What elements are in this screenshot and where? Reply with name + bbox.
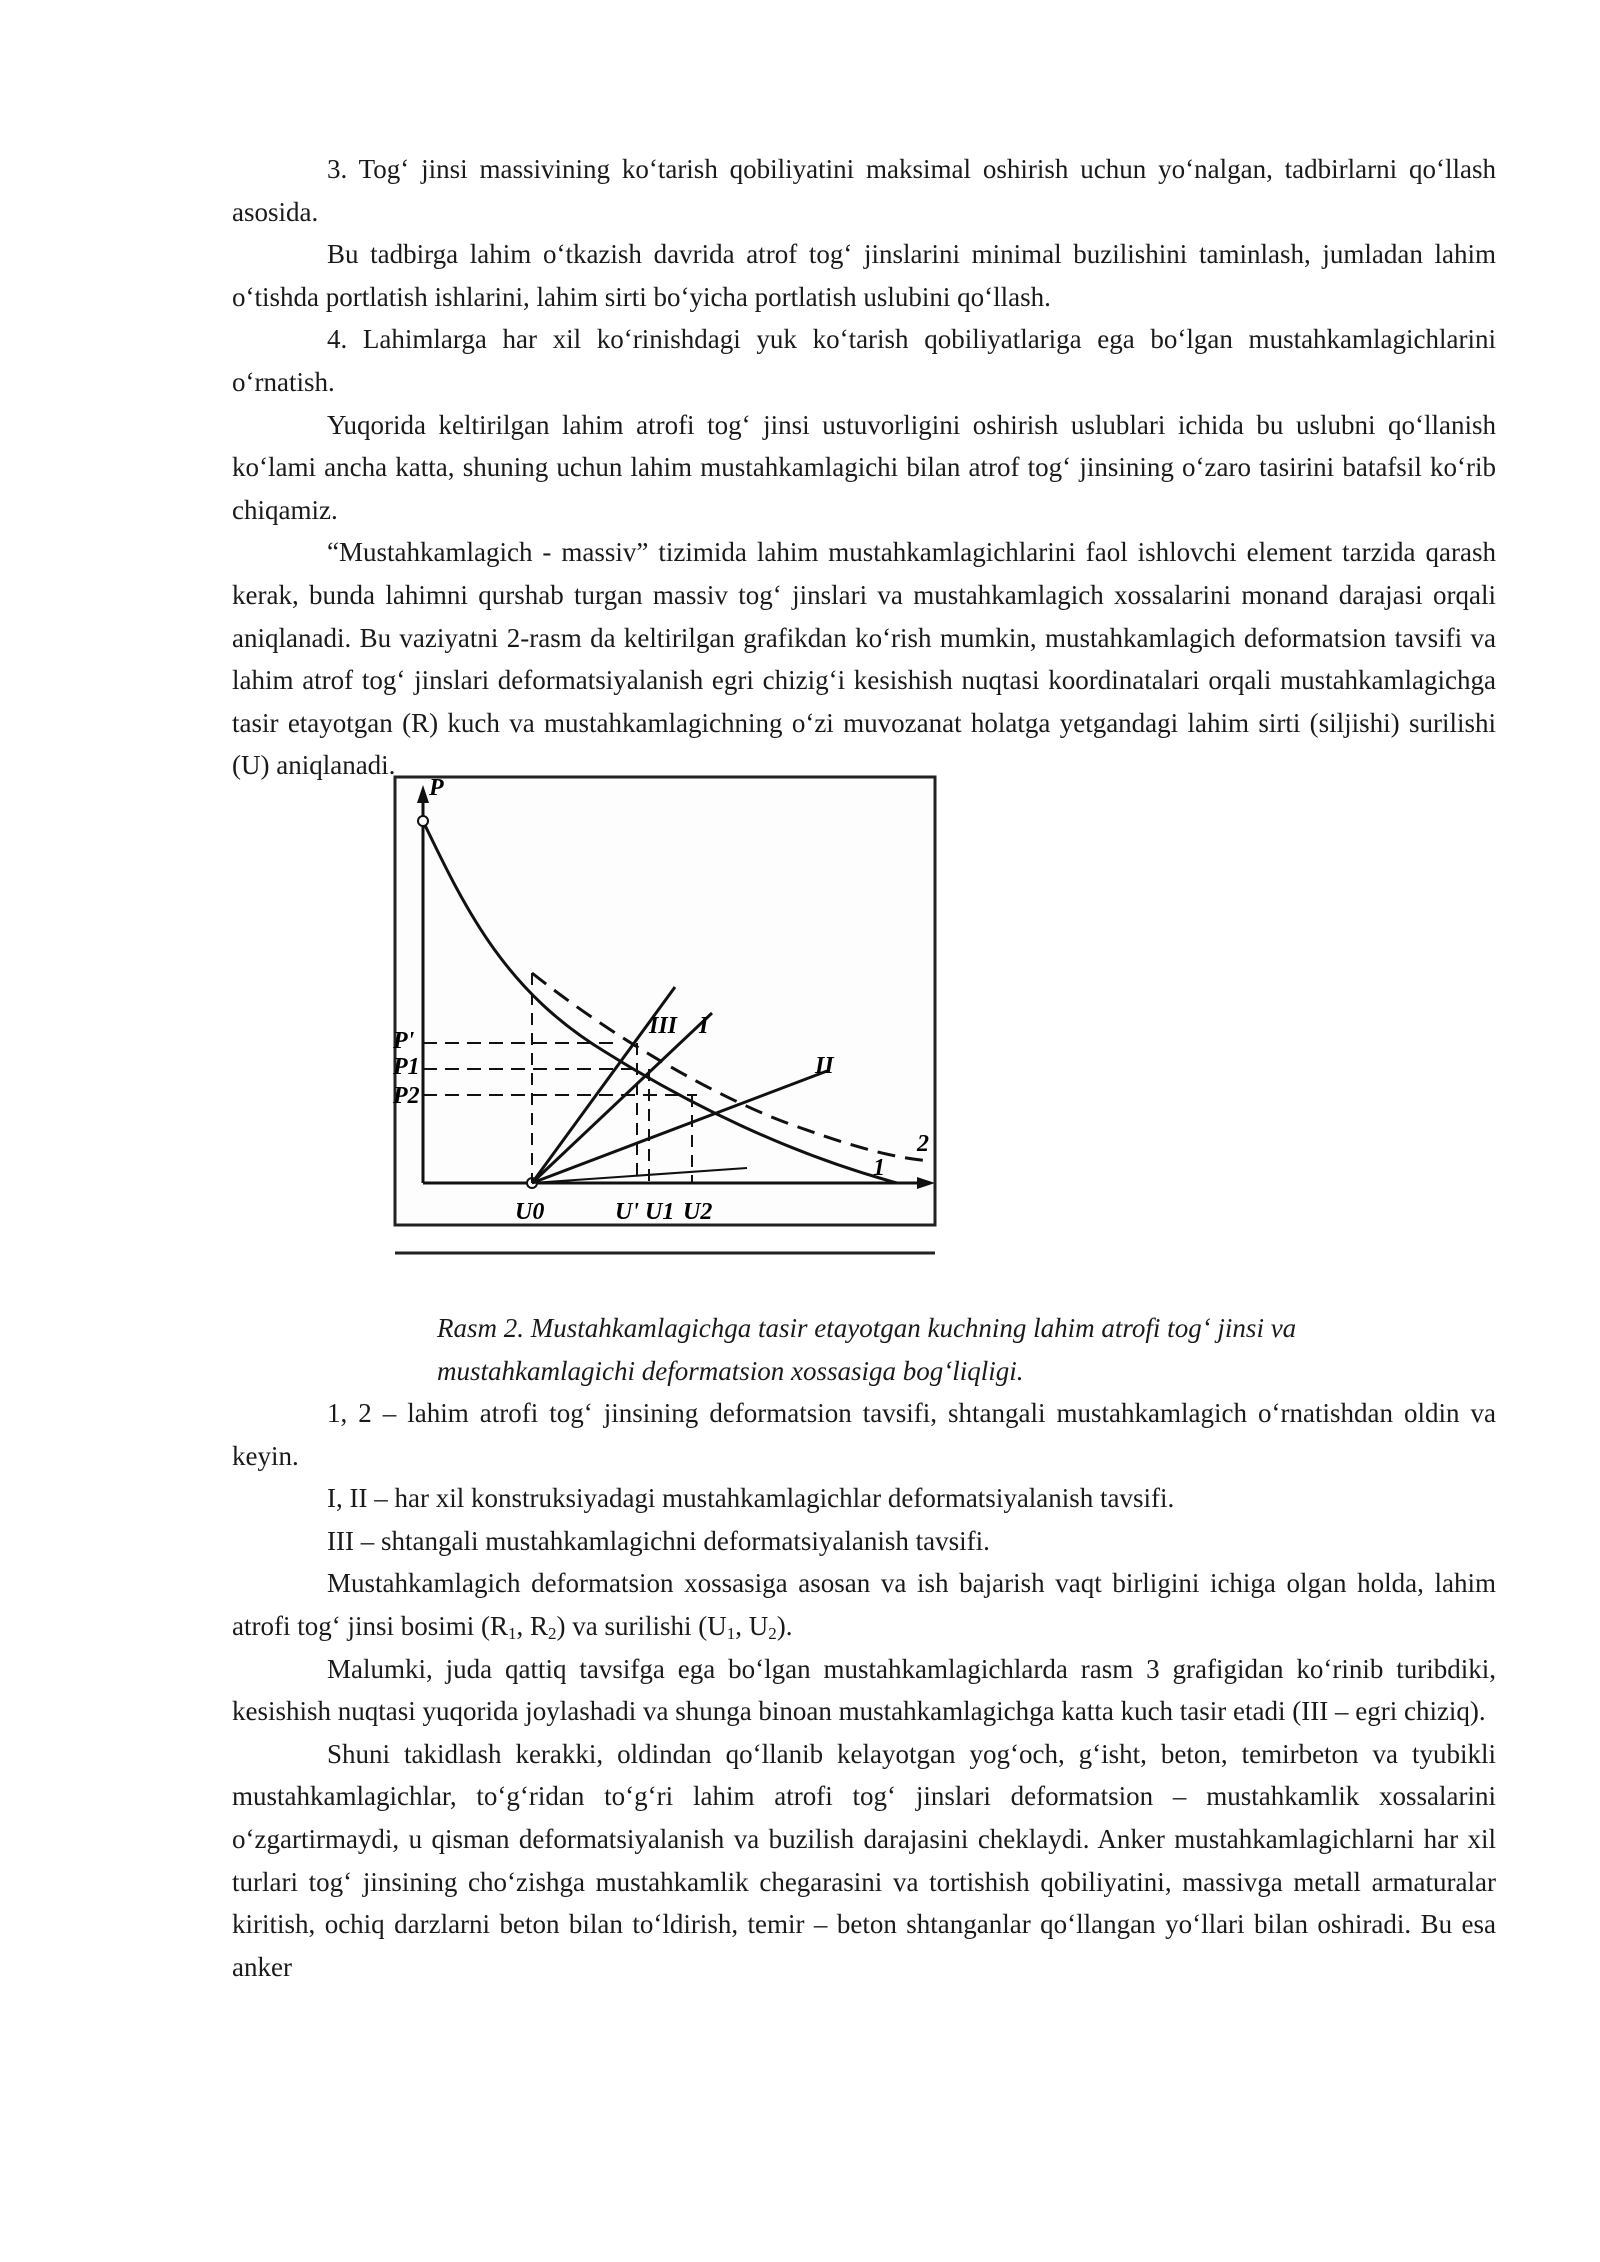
figure-caption-line-2: mustahkamlagichi deformatsion xossasiga bog‘liqligi. <box>437 1355 1024 1386</box>
label-u1: U1 <box>645 1198 675 1225</box>
paragraph-rigid-support: Malumki, juda qattiq tavsifga ega bo‘lgan mustahkamlagichlarda rasm 3 grafigidan ko‘rinib turibdiki, kesishish nuqtasi yuqorida joylashadi va shunga binoan mustahkamlagichga katta kuch tasir etadi (III – egri chiziq). <box>232 1653 1496 1727</box>
displacement-sub-u1: 1 <box>726 1624 736 1644</box>
label-curve-1: 1 <box>873 1154 885 1181</box>
pressure-sep-2: , U <box>735 1611 769 1642</box>
label-u2: U2 <box>683 1198 713 1225</box>
label-line-II: II <box>815 1052 834 1079</box>
label-p2: P2 <box>393 1082 420 1109</box>
figure-legend <box>232 1392 1496 1562</box>
paragraph-pressure-displacement <box>232 1562 1496 1647</box>
label-p1: P1 <box>393 1053 420 1080</box>
curve-1-start-point <box>418 816 428 826</box>
displacement-sub-u2: 2 <box>768 1624 777 1644</box>
pressure-text-after: ). <box>776 1611 793 1642</box>
support-deformation-graph <box>387 773 1187 1293</box>
legend-item-III: III – shtangali mustahkamlagichni deformatsiyalanish tavsifi. <box>327 1525 990 1556</box>
legend-item-I-II: I, II – har xil konstruksiyadagi mustahkamlagichlar deformatsiyalanish tavsifi. <box>327 1483 1175 1514</box>
label-p-prime: P' <box>393 1027 415 1054</box>
paragraph-item-3-explanation: Bu tadbirga lahim o‘tkazish davrida atrof tog‘ jinslarini minimal buzilishini taminlash, jumladan lahim o‘tishda portlatish ishlarini, lahim sirti bo‘yicha portlatish uslubini qo‘llash. <box>232 239 1496 312</box>
label-u-prime: U' <box>615 1198 639 1225</box>
pressure-sub-r1: 1 <box>508 1624 517 1644</box>
paragraph-anchor-support: Shuni takidlash kerakki, oldindan qo‘llanib kelayotgan yog‘och, g‘isht, beton, temirbeton va tyubikli mustahkamlagichlar, to‘g‘ridan to‘g‘ri lahim atrofi tog‘ jinslari deformatsion – mustahkamlik xossalarini o‘zgartirmaydi, u qisman deformatsiyalanish va buzilish darajasini cheklaydi. Anker mustahkamlagichlarni har xil turlari tog‘ jinsining cho‘zishga mustahkamlik chegarasini va tortishish qobiliyatini, massivga metall armaturalar kiritish, ochiq darzlarni beton bilan to‘ldirish, temir – beton shtanganlar qo‘llangan yo‘llari bilan oshiradi. Bu esa anker <box>232 1738 1496 1982</box>
label-p: P <box>429 774 444 801</box>
legend-item-1-2: 1, 2 – lahim atrofi tog‘ jinsining deformatsion tavsifi, shtangali mustahkamlagich o‘rnatishdan oldin va keyin. <box>232 1398 1496 1471</box>
figure-2 <box>232 774 1496 1307</box>
pressure-text-before: Mustahkamlagich deformatsion xossasiga asosan va ish bajarish vaqt birligini ichiga olgan holda, lahim atrofi tog‘ jinsi bosimi (R <box>232 1568 1496 1642</box>
paragraph-method-scope: Yuqorida keltirilgan lahim atrofi tog‘ jinsi ustuvorligini oshirish uslublari ichida bu uslubni qo‘llanish ko‘lami ancha katta, shuning uchun lahim mustahkamlagichi bilan atrof tog‘ jinsining o‘zaro tasirini batafsil ko‘rib chiqamiz. <box>232 409 1496 525</box>
paragraph-support-massif-system: “Mustahkamlagich - massiv” tizimida lahim mustahkamlagichlarini faol ishlovchi element tarzida qarash kerak, bunda lahimni qurshab turgan massiv tog‘ jinslari va mustahkamlagich xossalarini monand darajasi orqali aniqlanadi. Bu vaziyatni 2-rasm da keltirilgan grafikdan ko‘rish mumkin, mustahkamlagich deformatsion tavsifi va lahim atrof tog‘ jinslari deformatsiyalanish egri chizig‘i kesishish nuqtasi koordinatalari orqali mustahkamlagichga tasir etayotgan (R) kuch va mustahkamlagichning o‘zi muvozanat holatga yetgandagi lahim sirti (siljishi) surilishi (U) aniqlanadi. <box>232 537 1496 781</box>
document-page <box>232 148 1496 1988</box>
pressure-sub-r2: 2 <box>548 1624 557 1644</box>
figure-caption-line-1: Rasm 2. Mustahkamlagichga tasir etayotgan kuchning lahim atrofi tog‘ jinsi va <box>437 1312 1297 1343</box>
paragraph-item-3: 3. Tog‘ jinsi massivining ko‘tarish qobiliyatini maksimal oshirish uchun yo‘nalgan, tadbirlarni qo‘llash asosida. <box>232 154 1496 227</box>
label-u0: U0 <box>515 1198 545 1225</box>
pressure-sep-1: , R <box>516 1611 549 1642</box>
paragraph-item-4: 4. Lahimlarga har xil ko‘rinishdagi yuk ko‘tarish qobiliyatlariga ega bo‘lgan mustahkamlagichlarini o‘rnatish. <box>232 324 1496 397</box>
label-line-I: I <box>699 1012 709 1039</box>
label-line-III: III <box>649 1012 678 1039</box>
pressure-text-middle: ) va surilishi (U <box>556 1611 727 1642</box>
label-curve-2: 2 <box>917 1130 929 1157</box>
